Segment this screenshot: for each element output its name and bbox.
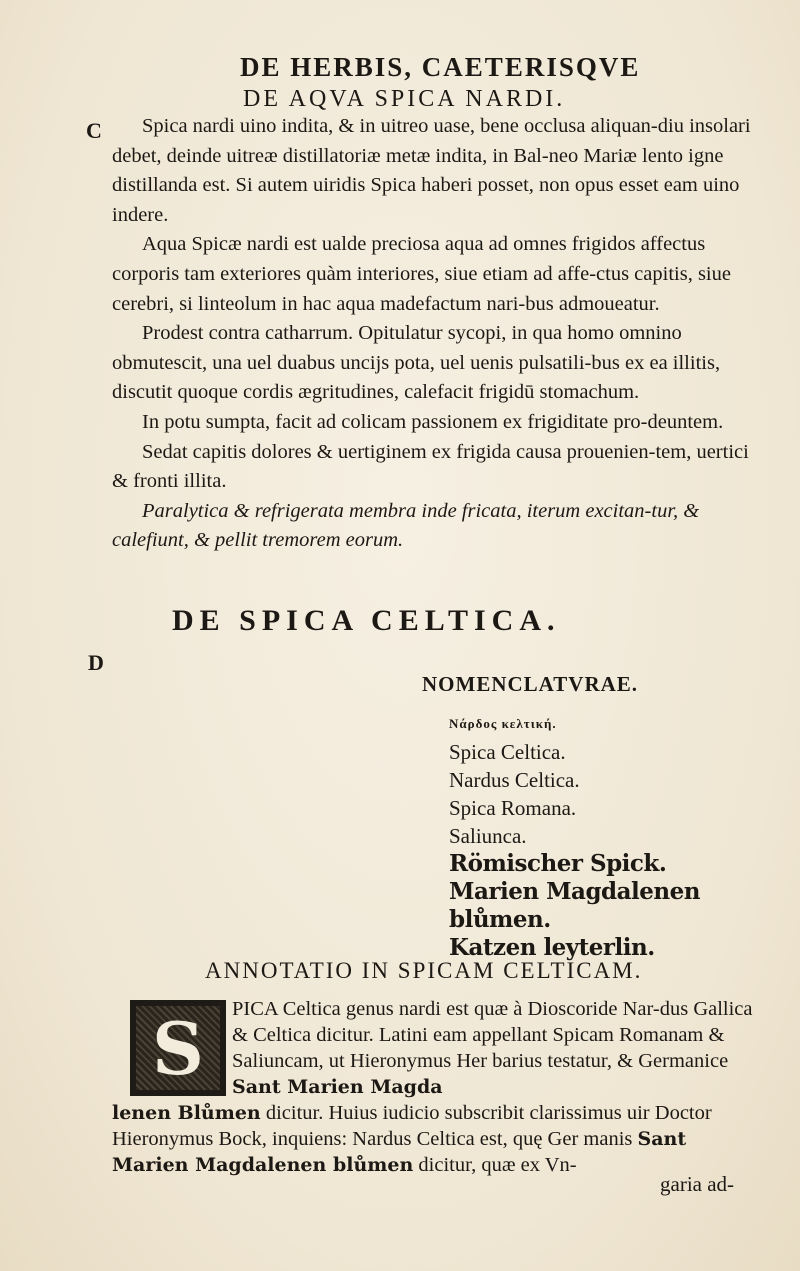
catchword: garia ad- [660,1172,735,1196]
latin-name: Spica Romana. [449,796,577,820]
paragraph: Sedat capitis dolores & uertiginem ex frigida causa prouenien-tem, uertici & fronti illita. [112,440,749,493]
latin-name: Saliunca. [449,824,527,848]
running-title: DE HERBIS, CAETERISQVE [240,52,641,82]
latin-name: Spica Celtica. [449,740,566,764]
latin-name: Nardus Celtica. [449,768,580,792]
german-term: lenen Blůmen [112,1102,261,1124]
german-name: Römischer Spick. [449,850,667,877]
german-name: blůmen. [449,906,551,933]
german-name: Katzen leyterlin. [449,934,655,961]
paragraph: In potu sumpta, facit ad colicam passionem ex frigiditate pro-deuntem. [142,410,724,433]
annotation-text: dicitur, quæ ex Vn- [413,1154,577,1176]
annotation-text-beside-initial [232,996,762,1100]
greek-name: Νάρδος κελτική. [449,716,557,731]
annotation-text-continued [112,1100,764,1178]
margin-letter-d: D [88,650,104,675]
paragraph: Spica nardi uino indita, & in uitreo uase, bene occlusa aliquan-diu insolari debet, deinde uitreæ distillatoriæ metæ indita, in Bal-neo Mariæ lento igne distillanda est. Si autem uiridis Spica haberi posset, non opus esset eam uino indere. [112,115,751,226]
german-term: Sant Marien Magdalenen blůmen [112,1128,687,1176]
annotation-text: dicitur. Huius iudicio subscribit clarissimus uir Doctor Hieronymus Bock, inquiens: Nardus Celtica est, quę Ger manis [112,1102,712,1150]
annotation-text: PICA Celtica genus nardi est quæ à Dioscoride Nar-dus Gallica & Celtica dicitur. Latini eam appellant Spicam Romanam & Saliuncam, ut Hieronymus Her barius testatur, & Germanice [232,998,753,1072]
paragraph: Prodest contra catharrum. Opitulatur sycopi, in qua homo omnino obmutescit, una uel duabus uncijs pota, uel uenis pulsatili-bus ex ea illitis, discutit quoque cordis ægritudines, calefacit frigidū stomachum. [112,322,721,404]
annotation-paragraph [232,996,762,1100]
nomenclaturae-title: NOMENCLATVRAE. [422,672,639,696]
decorated-initial [130,1000,226,1096]
body-text [112,112,752,556]
initial-letter: S [136,1006,220,1090]
paragraph: Paralytica & refrigerata membra inde fricata, iterum excitan-tur, & calefiunt, & pellit tremorem eorum. [112,499,700,552]
nomenclature-list [449,710,700,962]
paragraph: Aqua Spicæ nardi est ualde preciosa aqua ad omnes frigidos affectus corporis tam exteriores quàm interiores, siue etiam ad affe-ctus capitis, siue cerebri, si linteolum in hac aqua madefactum nari-bus admoueatur. [112,233,731,315]
german-name: Marien Magdalenen [449,878,700,905]
margin-letter-c: C [86,118,102,143]
section-title: DE SPICA CELTICA. [172,604,561,637]
annotation-title: ANNOTATIO IN SPICAM CELTICAM. [205,958,643,983]
section-heading: DE AQVA SPICA NARDI. [243,86,566,112]
german-term: Sant Marien Magda [232,1076,443,1098]
annotation-paragraph [112,1100,764,1178]
